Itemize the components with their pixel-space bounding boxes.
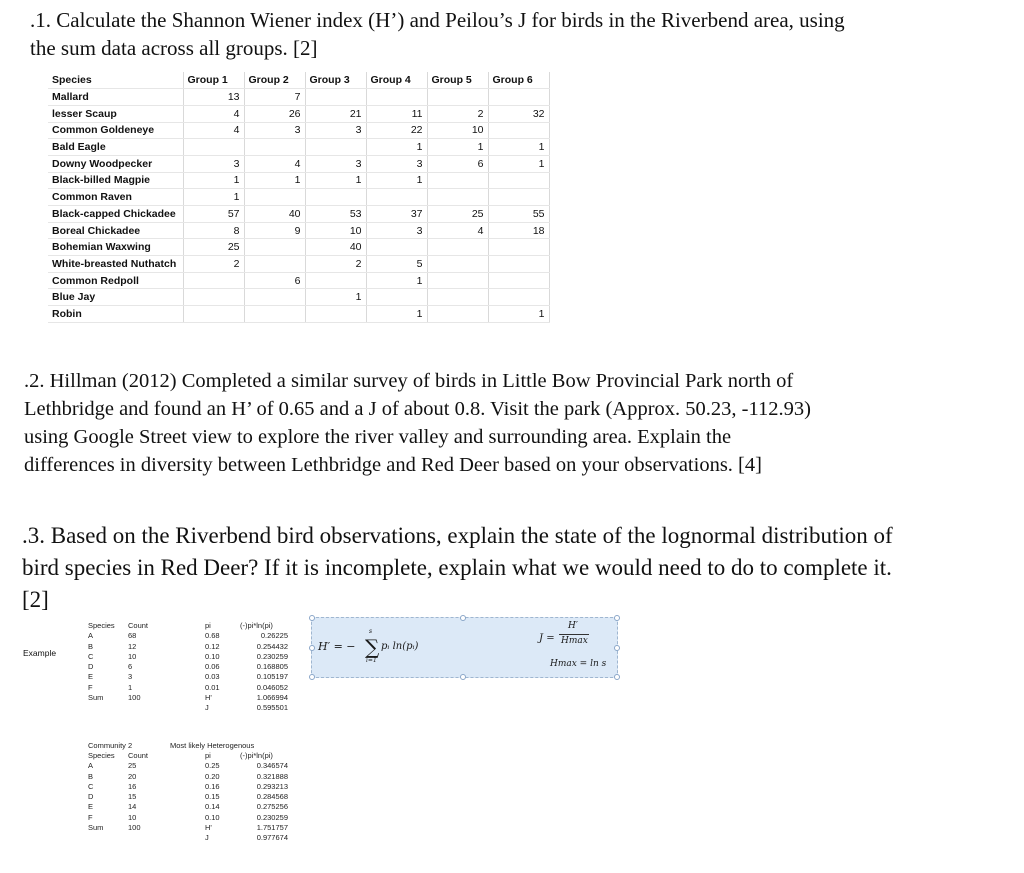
table-row [48,155,549,172]
group-count-cell [488,122,549,139]
group-count-cell: 4 [244,155,305,172]
species-cell: E [88,672,94,682]
col-pi-label: pi [205,621,211,630]
header-group-1: Group 1 [183,72,244,89]
group-count-cell [366,89,427,106]
sum-upper-limit: s [369,628,373,635]
table-row [48,239,549,256]
group-count-cell: 8 [183,222,244,239]
term-cell: 0.230259 [256,651,288,661]
term-cell: 0.168805 [256,662,288,672]
group-count-cell [305,306,366,323]
header-species: Species [48,72,183,89]
resize-handle[interactable] [309,615,315,621]
group-count-cell [305,89,366,106]
hmax-formula: Hmax = ln s [550,659,607,669]
table-row [48,272,549,289]
term-cell: 0.105197 [256,672,288,682]
community-2-species-column [88,751,115,833]
fraction-bar [559,634,589,635]
sum-lower-limit: i=1 [366,657,377,664]
group-count-cell [488,189,549,206]
table-row [48,222,549,239]
species-name-cell: Blue Jay [48,289,183,306]
h-value: 1.751757 [256,823,288,833]
question-1 [30,6,930,62]
species-name-cell: Bald Eagle [48,139,183,156]
group-count-cell [427,239,488,256]
col-pi-label: pi [205,751,211,760]
question-1-line-2: the sum data across all groups. [2] [30,36,318,60]
species-name-cell: Mallard [48,89,183,106]
example-species-column [88,621,115,703]
sum-value: 100 [128,823,141,833]
example-term-column [240,621,288,714]
question-3-line-1: .3. Based on the Riverbend bird observations, explain the state of the lognormal distribution of [22,523,893,548]
col-species-label: Species [88,621,115,630]
species-cell: D [88,662,94,672]
table-row [48,256,549,273]
resize-handle[interactable] [309,674,315,680]
term-cell: 0.26225 [260,631,288,641]
question-3 [22,520,1012,616]
group-count-cell: 3 [366,222,427,239]
group-count-cell: 3 [244,122,305,139]
group-count-cell: 25 [183,239,244,256]
group-count-cell: 3 [183,155,244,172]
pi-cell: 0.14 [205,802,220,812]
group-count-cell: 55 [488,206,549,223]
group-count-cell [366,289,427,306]
species-cell: D [88,792,94,802]
count-cell: 12 [128,641,137,651]
community-2-title: Community 2 [88,741,133,750]
group-count-cell: 6 [427,155,488,172]
count-cell: 14 [128,802,137,812]
group-count-cell: 1 [366,306,427,323]
group-count-cell [244,289,305,306]
count-cell: 3 [128,672,133,682]
sum-label: Sum [88,823,104,833]
count-cell: 16 [128,781,137,791]
question-3-line-3: [2] [22,587,49,612]
group-count-cell [488,256,549,273]
pi-cell: 0.01 [205,682,220,692]
pi-cell: 0.20 [205,771,220,781]
question-2-line-3: using Google Street view to explore the river valley and surrounding area. Explain the [24,426,732,448]
group-count-cell [366,239,427,256]
header-group-3: Group 3 [305,72,366,89]
table-row [48,139,549,156]
species-cell: F [88,682,93,692]
group-count-cell: 57 [183,206,244,223]
table-header-row [48,72,549,89]
species-name-cell: Bohemian Waxwing [48,239,183,256]
group-count-cell: 3 [366,155,427,172]
formula-box[interactable] [311,617,618,678]
group-count-cell [305,189,366,206]
sigma-symbol: ∑ [365,635,380,659]
group-count-cell: 37 [366,206,427,223]
j-formula-left: J = [539,633,555,644]
question-1-line-1: .1. Calculate the Shannon Wiener index (H’) and Peilou’s J for birds in the Riverbend area, using [30,8,845,32]
group-count-cell: 2 [305,256,366,273]
group-count-cell [488,239,549,256]
header-group-6: Group 6 [488,72,549,89]
sum-label: Sum [88,693,104,703]
shannon-lhs: H′ = − [318,640,356,653]
pi-cell: 0.12 [205,641,220,651]
term-cell: 0.346574 [256,761,288,771]
term-cell: 0.275256 [256,802,288,812]
group-count-cell: 22 [366,122,427,139]
species-cell: C [88,651,94,661]
species-name-cell: Downy Woodpecker [48,155,183,172]
group-count-cell: 3 [305,122,366,139]
group-count-cell: 1 [488,306,549,323]
group-count-cell: 4 [183,122,244,139]
j-label: J [205,833,209,843]
group-count-cell: 1 [366,272,427,289]
table-row [48,189,549,206]
count-cell: 6 [128,662,133,672]
question-2 [24,367,874,479]
group-count-cell: 1 [305,289,366,306]
community-2-pi-column [205,751,235,844]
group-count-cell: 1 [488,155,549,172]
count-cell: 20 [128,771,137,781]
j-label: J [205,703,209,713]
group-count-cell: 11 [366,105,427,122]
pi-cell: 0.06 [205,662,220,672]
group-count-cell [244,189,305,206]
group-count-cell: 32 [488,105,549,122]
group-count-cell: 1 [366,139,427,156]
group-count-cell: 26 [244,105,305,122]
group-count-cell: 40 [305,239,366,256]
group-count-cell [488,289,549,306]
j-value: 0.595501 [256,703,288,713]
group-count-cell: 13 [183,89,244,106]
group-count-cell: 21 [305,105,366,122]
group-count-cell: 1 [366,172,427,189]
group-count-cell [244,306,305,323]
pi-cell: 0.10 [205,651,220,661]
species-cell: B [88,771,94,781]
question-3-line-2: bird species in Red Deer? If it is incomplete, explain what we would need to do to complete it. [22,555,892,580]
species-name-cell: Common Goldeneye [48,122,183,139]
question-2-line-1: .2. Hillman (2012) Completed a similar survey of birds in Little Bow Provincial Park north of [24,370,794,392]
header-group-2: Group 2 [244,72,305,89]
species-name-cell: Black-capped Chickadee [48,206,183,223]
group-count-cell: 10 [427,122,488,139]
species-name-cell: Common Raven [48,189,183,206]
pi-cell: 0.16 [205,781,220,791]
species-name-cell: Black-billed Magpie [48,172,183,189]
term-cell: 0.321888 [256,771,288,781]
group-count-cell [488,172,549,189]
j-value: 0.977674 [256,833,288,843]
group-count-cell: 1 [305,172,366,189]
species-name-cell: Robin [48,306,183,323]
group-count-cell [427,89,488,106]
group-count-cell: 5 [366,256,427,273]
group-count-cell [183,306,244,323]
species-cell: F [88,812,93,822]
question-2-line-4: differences in diversity between Lethbridge and Red Deer based on your observations. [4] [24,454,762,476]
term-cell: 0.254432 [256,641,288,651]
col-term-label: (-)pi*ln(pi) [240,621,273,630]
group-count-cell [427,289,488,306]
pi-cell: 0.68 [205,631,220,641]
term-cell: 0.230259 [256,812,288,822]
table-row [48,172,549,189]
group-count-cell [427,189,488,206]
question-2-line-2: Lethbridge and found an H’ of 0.65 and a J of about 0.8. Visit the park (Approx. 50.23, -112.93) [24,398,811,420]
example-pi-column [205,621,235,714]
group-count-cell: 1 [244,172,305,189]
resize-handle[interactable] [309,645,315,651]
species-name-cell: White-breasted Nuthatch [48,256,183,273]
term-cell: 0.293213 [256,781,288,791]
example-label: Example [23,648,57,658]
species-cell: A [88,761,94,771]
h-label: H' [205,823,212,833]
species-name-cell: Common Redpoll [48,272,183,289]
resize-handle[interactable] [614,674,620,680]
group-count-cell: 1 [183,172,244,189]
count-cell: 25 [128,761,137,771]
species-name-cell: lesser Scaup [48,105,183,122]
group-count-cell [488,89,549,106]
group-count-cell [427,256,488,273]
group-count-cell: 25 [427,206,488,223]
group-count-cell: 40 [244,206,305,223]
community-2-term-column [240,751,288,844]
table-row [48,306,549,323]
resize-handle[interactable] [614,645,620,651]
group-count-cell [366,189,427,206]
resize-handle[interactable] [460,615,466,621]
group-count-cell [183,139,244,156]
count-cell: 10 [128,651,137,661]
sum-body: pᵢ ln(pᵢ) [381,641,419,652]
species-cell: A [88,631,94,641]
table-row [48,122,549,139]
group-count-cell: 10 [305,222,366,239]
header-group-5: Group 5 [427,72,488,89]
group-count-cell [305,272,366,289]
group-count-cell [244,139,305,156]
h-value: 1.066994 [256,693,288,703]
term-cell: 0.284568 [256,792,288,802]
bird-count-table [48,72,550,323]
group-count-cell [244,256,305,273]
group-count-cell: 6 [244,272,305,289]
group-count-cell [427,306,488,323]
heterogeneous-note: Most likely Heterogenous [170,741,255,750]
group-count-cell: 53 [305,206,366,223]
example-count-column [128,621,158,703]
col-species-label: Species [88,751,115,760]
j-numerator: H′ [568,621,578,631]
group-count-cell: 1 [427,139,488,156]
col-term-label: (-)pi*ln(pi) [240,751,273,760]
col-count-label: Count [128,751,149,760]
group-count-cell [183,272,244,289]
species-cell: B [88,641,94,651]
group-count-cell [305,139,366,156]
group-count-cell: 2 [183,256,244,273]
species-cell: E [88,802,94,812]
table-row [48,105,549,122]
h-label: H' [205,693,212,703]
table-row [48,289,549,306]
group-count-cell [244,239,305,256]
count-cell: 68 [128,631,137,641]
header-group-4: Group 4 [366,72,427,89]
group-count-cell: 4 [183,105,244,122]
pi-cell: 0.15 [205,792,220,802]
term-cell: 0.046052 [256,682,288,692]
group-count-cell [488,272,549,289]
group-count-cell: 3 [305,155,366,172]
pi-cell: 0.25 [205,761,220,771]
resize-handle[interactable] [614,615,620,621]
resize-handle[interactable] [460,674,466,680]
group-count-cell: 7 [244,89,305,106]
group-count-cell: 1 [183,189,244,206]
table-row [48,206,549,223]
community-2-count-column [128,751,158,833]
species-name-cell: Boreal Chickadee [48,222,183,239]
pi-cell: 0.10 [205,812,220,822]
count-cell: 10 [128,812,137,822]
count-cell: 1 [128,682,133,692]
group-count-cell: 2 [427,105,488,122]
group-count-cell [427,272,488,289]
species-cell: C [88,781,94,791]
j-denominator: Hmax [561,636,588,646]
table-row [48,89,549,106]
group-count-cell [183,289,244,306]
pi-cell: 0.03 [205,672,220,682]
group-count-cell: 18 [488,222,549,239]
group-count-cell: 4 [427,222,488,239]
group-count-cell [427,172,488,189]
group-count-cell: 1 [488,139,549,156]
sum-value: 100 [128,693,141,703]
count-cell: 15 [128,792,137,802]
col-count-label: Count [128,621,149,630]
group-count-cell: 9 [244,222,305,239]
